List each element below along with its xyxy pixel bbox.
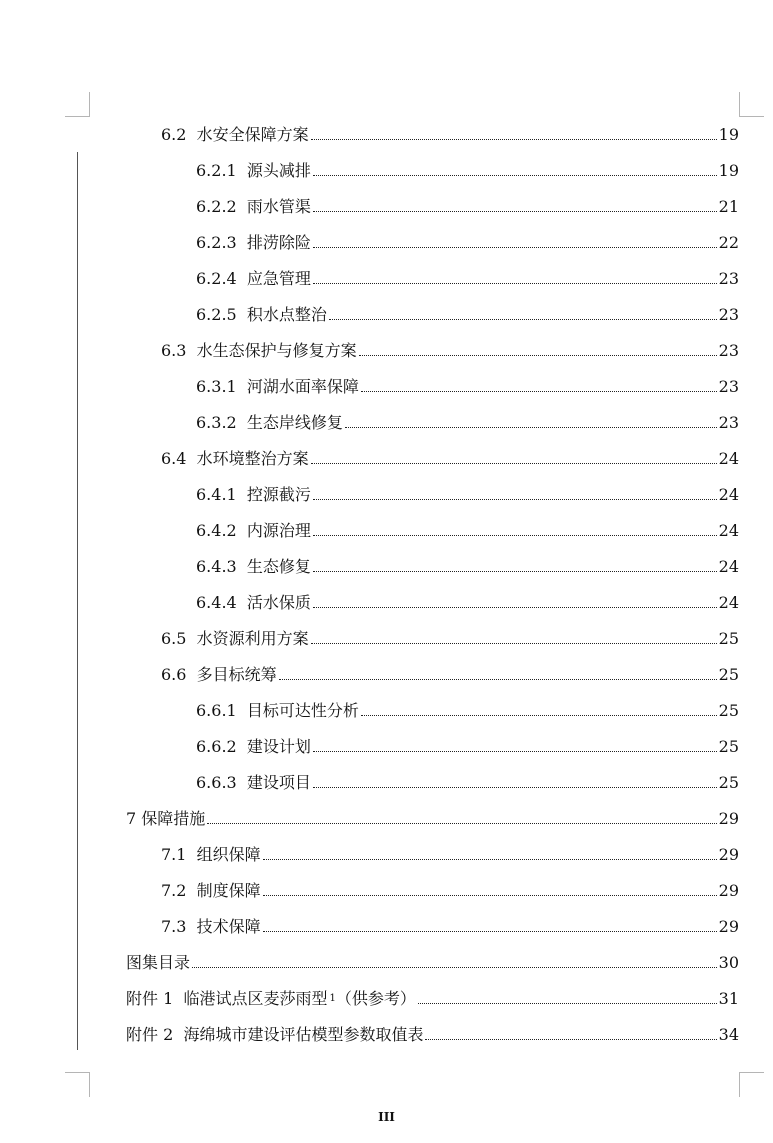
toc-number: 6.3.1 [196,377,237,396]
page-number: III [378,1110,395,1124]
toc-title: 排涝除险 [246,233,311,252]
dot-leader [359,355,717,356]
toc-number: 7 [126,809,137,828]
toc-entry-6-6-2[interactable] [0,733,739,757]
toc-title: 建设计划 [246,737,311,756]
toc-entry-6-2-1[interactable] [0,157,739,181]
toc-number: 6.2.1 [196,161,237,180]
dot-leader [361,391,717,392]
toc-entry-6-2[interactable] [0,121,739,145]
dot-leader [192,967,717,968]
toc-entry-7-3[interactable] [0,913,739,937]
toc-page: 24 [718,521,739,540]
toc-title: 水生态保护与修复方案 [196,341,357,360]
toc-title: 临港试点区麦莎雨型 [183,989,328,1008]
toc-title: 生态岸线修复 [246,413,343,432]
toc-number: 6.6.2 [196,737,237,756]
toc-entry-6-6-1[interactable] [0,697,739,721]
toc-page: 24 [718,485,739,504]
toc-title: 内源治理 [246,521,311,540]
dot-leader [329,319,717,320]
toc-title: 目标可达性分析 [246,701,359,720]
toc-entry-atlas-index[interactable] [0,949,739,973]
toc-page: 29 [718,845,739,864]
toc-page: 23 [718,341,739,360]
corner-mark-top-left [65,92,90,117]
toc-title: 组织保障 [196,845,261,864]
toc-page: 23 [718,413,739,432]
toc-page: 25 [718,737,739,756]
toc-number: 6.5 [161,629,187,648]
dot-leader [311,463,717,464]
toc-page: 29 [718,809,739,828]
dot-leader [313,283,717,284]
dot-leader [418,1003,717,1004]
corner-mark-top-right [739,92,764,117]
dot-leader [311,643,717,644]
toc-entry-7[interactable] [0,805,739,829]
toc-page: 31 [718,989,739,1008]
dot-leader [313,175,717,176]
dot-leader [313,607,717,608]
toc-number: 附件 2 [126,1025,174,1044]
dot-leader [311,139,717,140]
dot-leader [263,895,717,896]
toc-page: 30 [718,953,739,972]
toc-title: 应急管理 [246,269,311,288]
toc-entry-6-2-4[interactable] [0,265,739,289]
toc-title: 生态修复 [246,557,311,576]
toc-entry-6-2-5[interactable] [0,301,739,325]
dot-leader [313,499,717,500]
toc-number: 附件 1 [126,989,174,1008]
toc-page: 24 [718,557,739,576]
toc-title: 水环境整治方案 [196,449,309,468]
toc-entry-6-4-3[interactable] [0,553,739,577]
dot-leader [313,247,717,248]
toc-entry-7-2[interactable] [0,877,739,901]
toc-entry-6-3[interactable] [0,337,739,361]
dot-leader [279,679,717,680]
toc-entry-6-4[interactable] [0,445,739,469]
toc-number: 6.3.2 [196,413,237,432]
toc-title: 控源截污 [246,485,311,504]
dot-leader [263,931,717,932]
toc-title: 积水点整治 [246,305,327,324]
dot-leader [313,787,717,788]
toc-entry-6-4-1[interactable] [0,481,739,505]
corner-mark-bottom-right [739,1072,764,1097]
toc-number: 7.2 [161,881,187,900]
toc-page: 24 [718,593,739,612]
toc-number: 6.4.3 [196,557,237,576]
toc-entry-6-4-2[interactable] [0,517,739,541]
toc-page: 22 [718,233,739,252]
toc-number: 6.4.4 [196,593,237,612]
dot-leader [263,859,717,860]
toc-title: 保障措施 [141,809,206,828]
toc-number: 6.6.3 [196,773,237,792]
toc-title: 制度保障 [196,881,261,900]
toc-number: 6.2.5 [196,305,237,324]
toc-page: 25 [718,701,739,720]
toc-number: 6.2.2 [196,197,237,216]
dot-leader [313,751,717,752]
toc-number: 6.6.1 [196,701,237,720]
toc-page: 23 [718,305,739,324]
toc-number: 6.4.2 [196,521,237,540]
toc-number: 6.3 [161,341,187,360]
toc-page: 34 [718,1025,739,1044]
dot-leader [207,823,716,824]
toc-entry-6-5[interactable] [0,625,739,649]
dot-leader [425,1039,716,1040]
toc-page: 21 [718,197,739,216]
toc-title: 源头减排 [246,161,311,180]
toc-number: 6.4 [161,449,187,468]
toc-number: 6.2 [161,125,187,144]
toc-title: 技术保障 [196,917,261,936]
toc-page: 25 [718,773,739,792]
toc-page: 23 [718,377,739,396]
toc-entry-6-2-2[interactable] [0,193,739,217]
footnote-marker: 1 [329,993,336,1004]
dot-leader [361,715,717,716]
toc-number: 7.3 [161,917,187,936]
toc-number: 7.1 [161,845,187,864]
toc-entry-6-3-2[interactable] [0,409,739,433]
toc-number: 6.6 [161,665,187,684]
toc-page: 19 [718,125,739,144]
toc-entry-7-1[interactable] [0,841,739,865]
toc-title: 水资源利用方案 [196,629,309,648]
toc-title: 活水保质 [246,593,311,612]
toc-number: 6.2.3 [196,233,237,252]
dot-leader [313,211,717,212]
toc-page: 29 [718,917,739,936]
toc-title: 河湖水面率保障 [246,377,359,396]
toc-page: 23 [718,269,739,288]
toc-title: 海绵城市建设评估模型参数取值表 [183,1025,424,1044]
toc-number: 6.2.4 [196,269,237,288]
toc-page: 25 [718,629,739,648]
toc-title: 水安全保障方案 [196,125,309,144]
toc-entry-appendix-1[interactable] [0,985,739,1009]
toc-entry-appendix-2[interactable] [0,1021,739,1045]
dot-leader [345,427,717,428]
toc-title: 图集目录 [126,953,191,972]
dot-leader [313,571,717,572]
toc-page: 24 [718,449,739,468]
toc-title: 雨水管渠 [246,197,311,216]
toc-page: 29 [718,881,739,900]
toc-page: 25 [718,665,739,684]
toc-page: 19 [718,161,739,180]
toc-number: 6.4.1 [196,485,237,504]
toc-entry-6-6[interactable] [0,661,739,685]
toc-title: 建设项目 [246,773,311,792]
corner-mark-bottom-left [65,1072,90,1097]
toc-entry-6-4-4[interactable] [0,589,739,613]
toc-entry-6-2-3[interactable] [0,229,739,253]
toc-entry-6-3-1[interactable] [0,373,739,397]
toc-title: 多目标统筹 [196,665,277,684]
toc-entry-6-6-3[interactable] [0,769,739,793]
toc-title-suffix: （供参考） [335,989,416,1008]
dot-leader [313,535,717,536]
